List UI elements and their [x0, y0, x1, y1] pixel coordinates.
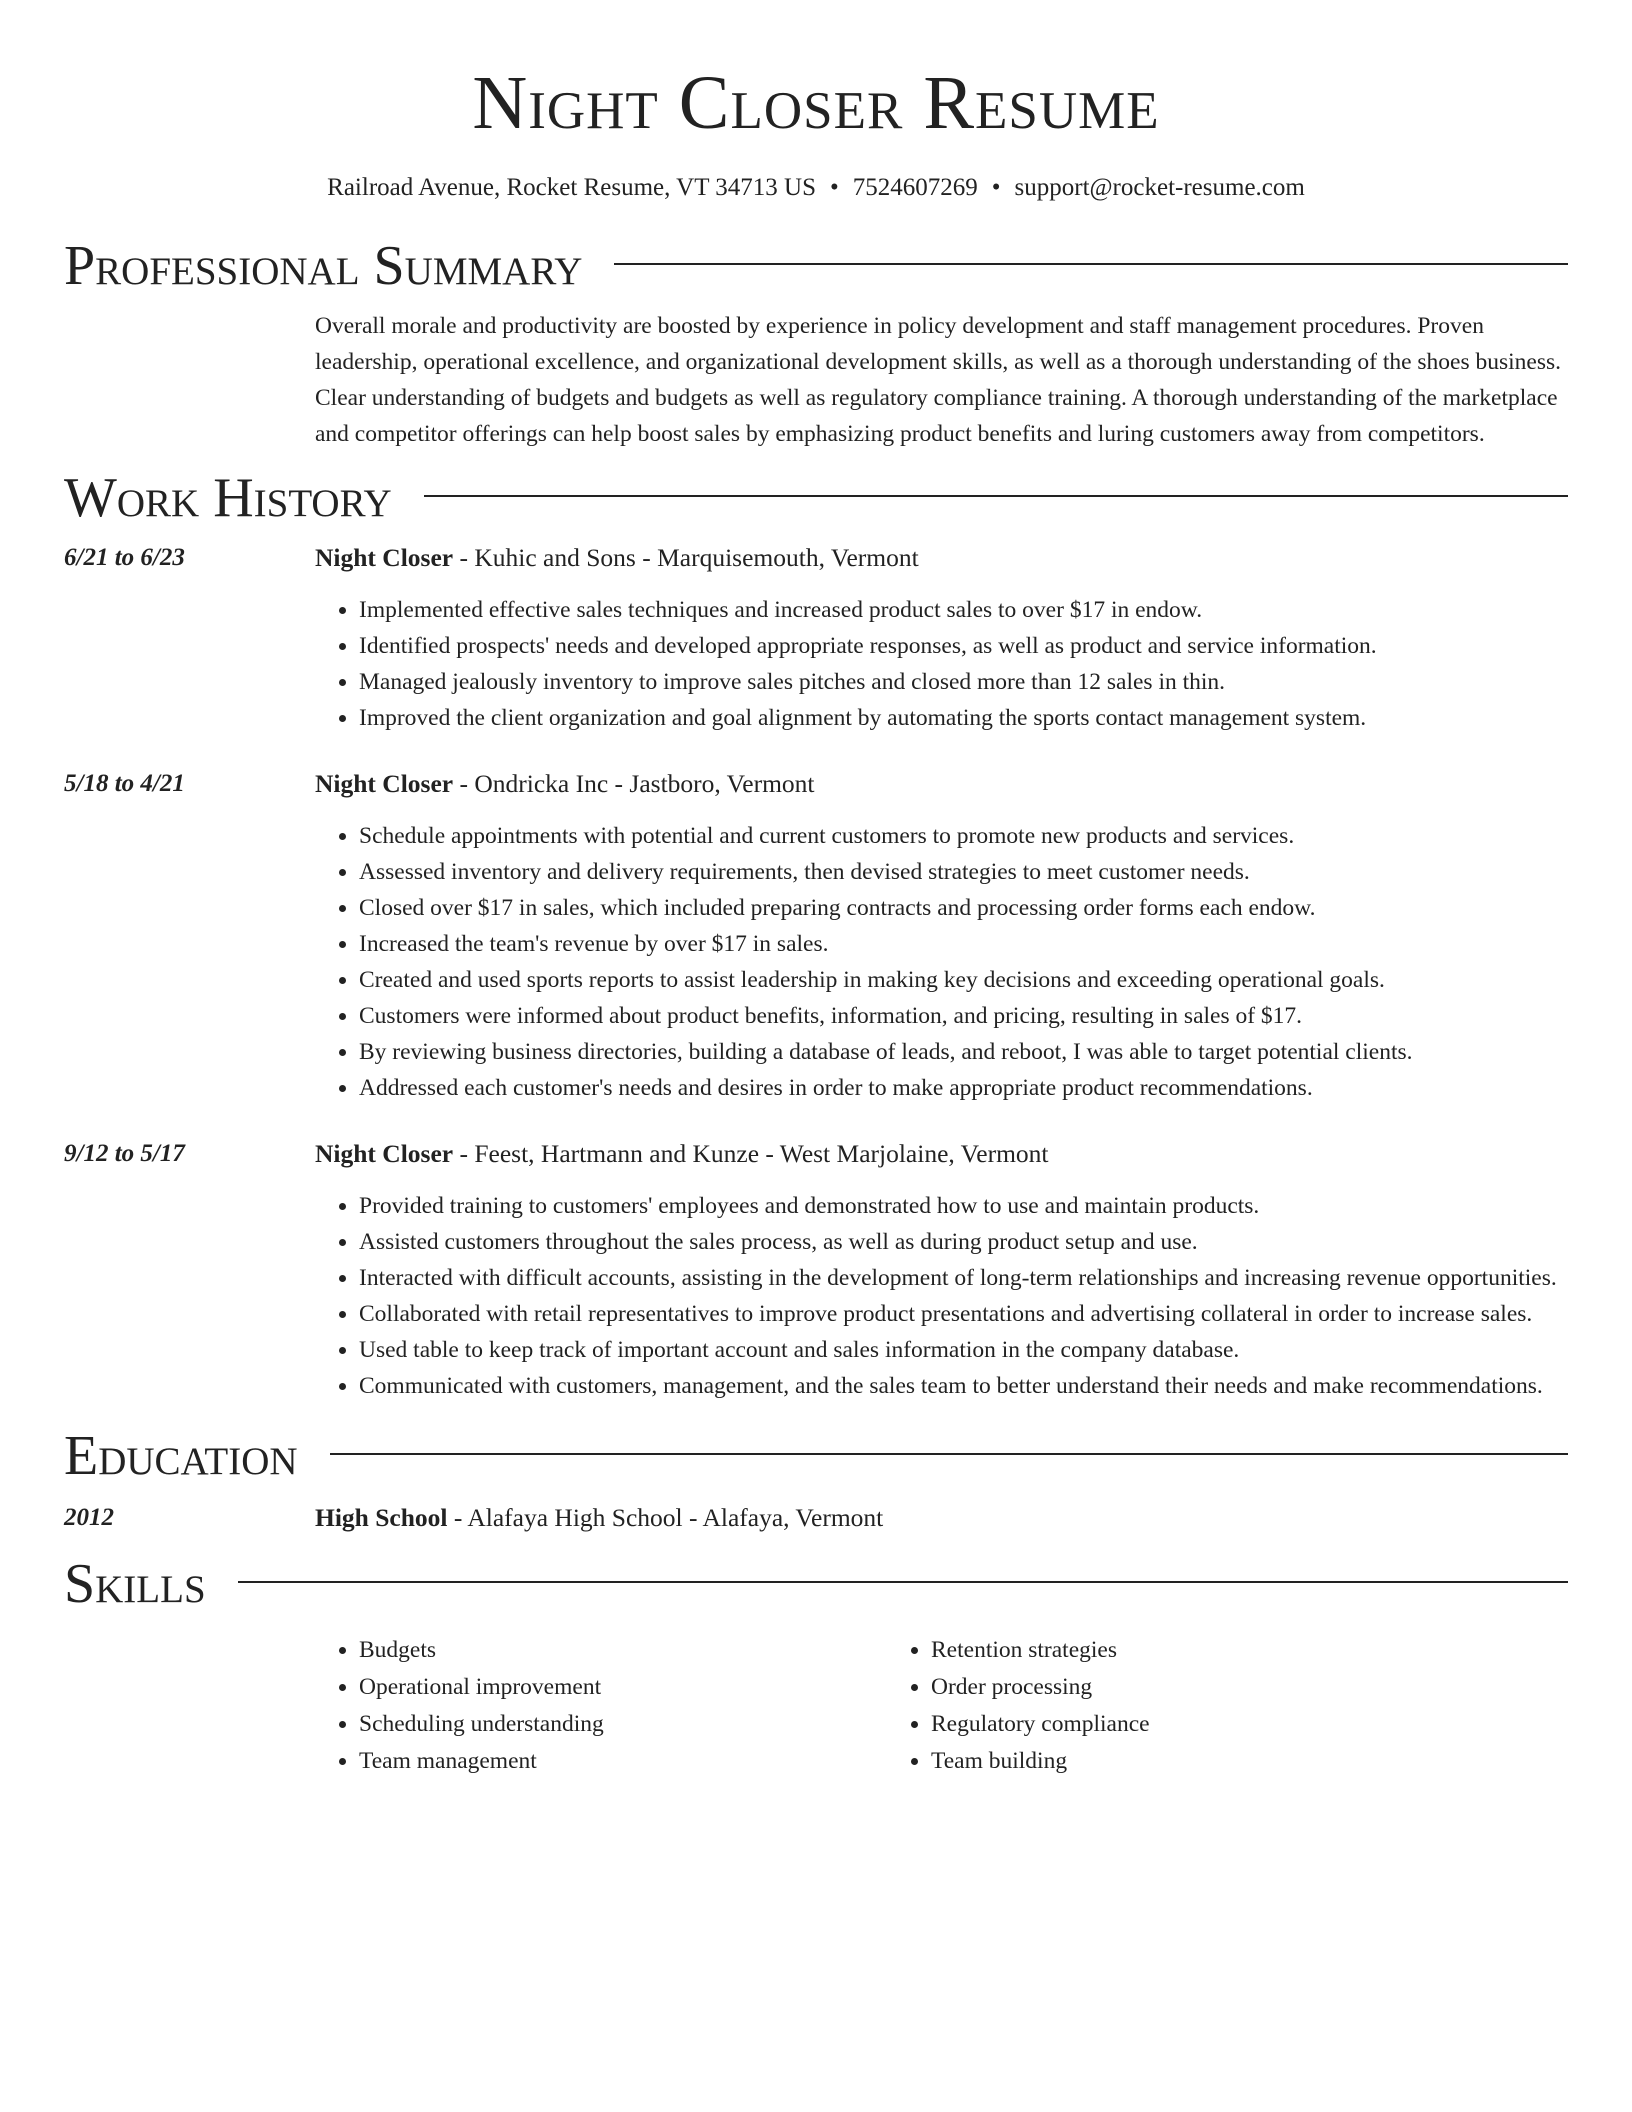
job-bullets	[315, 818, 1568, 1106]
job-entry	[64, 1136, 1568, 1404]
job-bullet: • Provided training to customers' employees and demonstrated how to use and maintain products.	[359, 1188, 1568, 1224]
resume-name: Night Closer Resume	[472, 61, 1160, 145]
education-title-line	[315, 1500, 1568, 1536]
work-history-section-heading	[64, 466, 1568, 530]
job-bullet: • Used table to keep track of important account and sales information in the company database.	[359, 1332, 1568, 1368]
skills-column-right	[887, 1632, 1459, 1780]
section-divider	[614, 263, 1568, 265]
job-bullet: • Interacted with difficult accounts, assisting in the development of long-term relationships and increasing revenue opportunities.	[359, 1260, 1568, 1296]
work-history-heading: Work History	[64, 467, 392, 529]
job-details	[315, 766, 1568, 1106]
skill-item: • Regulatory compliance	[931, 1706, 1459, 1743]
job-dates: 9/12 to 5/17	[64, 1140, 185, 1167]
education-degree: High School	[315, 1503, 448, 1532]
job-details	[315, 540, 1568, 736]
job-title-line	[315, 1136, 1568, 1172]
job-title-line	[315, 766, 1568, 802]
skill-item: • Operational improvement	[359, 1669, 887, 1706]
job-title: Night Closer	[315, 543, 454, 572]
summary-heading: Professional Summary	[64, 235, 583, 297]
job-bullet: • Assisted customers throughout the sales process, as well as during product setup and use.	[359, 1224, 1568, 1260]
education-details	[315, 1500, 1568, 1536]
job-employer: - Ondricka Inc - Jastboro, Vermont	[453, 769, 815, 798]
job-bullet: • Implemented effective sales techniques and increased product sales to over $17 in endow.	[359, 592, 1568, 628]
education-school: - Alafaya High School - Alafaya, Vermont	[447, 1503, 884, 1532]
job-title: Night Closer	[315, 769, 454, 798]
skill-item: • Team management	[359, 1743, 887, 1780]
skills-column-left	[315, 1632, 887, 1780]
skills-heading: Skills	[64, 1553, 206, 1615]
job-bullet: • Customers were informed about product benefits, information, and pricing, resulting in sales of $17.	[359, 998, 1568, 1034]
contact-line	[64, 172, 1568, 204]
job-bullet: • Addressed each customer's needs and desires in order to make appropriate product recommendations.	[359, 1070, 1568, 1106]
job-dates: 6/21 to 6/23	[64, 544, 185, 571]
job-title: Night Closer	[315, 1139, 454, 1168]
skill-item: • Order processing	[931, 1669, 1459, 1706]
job-bullet: • Managed jealously inventory to improve sales pitches and closed more than 12 sales in thin.	[359, 664, 1568, 700]
job-entry	[64, 540, 1568, 736]
skills-section-heading	[64, 1552, 1568, 1616]
job-bullet: • Collaborated with retail representatives to improve product presentations and advertising collateral in order to increase sales.	[359, 1296, 1568, 1332]
job-employer: - Kuhic and Sons - Marquisemouth, Vermont	[453, 543, 919, 572]
job-bullet: • Communicated with customers, management, and the sales team to better understand their needs and make recommendations.	[359, 1368, 1568, 1404]
section-divider	[238, 1581, 1568, 1583]
job-details	[315, 1136, 1568, 1404]
contact-email: support@rocket-resume.com	[1014, 174, 1305, 201]
skills-list	[315, 1632, 1568, 1780]
section-divider	[424, 495, 1568, 497]
job-bullet: • Created and used sports reports to assist leadership in making key decisions and exceeding operational goals.	[359, 962, 1568, 998]
contact-phone: 7524607269	[852, 174, 978, 201]
education-heading: Education	[64, 1425, 298, 1487]
summary-text: Overall morale and productivity are boosted by experience in policy development and staff management procedures. Proven leadership, operational excellence, and organizational development skills, as well as a thorough understanding of the shoes business. Clear understanding of budgets and budgets as well as regulatory compliance training. A thorough understanding of the marketplace and competitor offerings can help boost sales by emphasizing product benefits and luring customers away from competitors.	[315, 313, 1562, 447]
skill-item: • Budgets	[359, 1632, 887, 1669]
skill-item: • Scheduling understanding	[359, 1706, 887, 1743]
resume-header	[64, 0, 1568, 204]
skill-item: • Team building	[931, 1743, 1459, 1780]
section-divider	[330, 1453, 1568, 1455]
job-bullet: • Increased the team's revenue by over $17 in sales.	[359, 926, 1568, 962]
job-bullets	[315, 592, 1568, 736]
job-dates: 5/18 to 4/21	[64, 770, 185, 797]
contact-separator: •	[991, 174, 1001, 201]
education-section-heading	[64, 1424, 1568, 1488]
job-bullet: • Assessed inventory and delivery requirements, then devised strategies to meet customer needs.	[359, 854, 1568, 890]
contact-separator: •	[830, 174, 839, 201]
job-bullet: • Improved the client organization and goal alignment by automating the sports contact management system.	[359, 700, 1568, 736]
contact-address: Railroad Avenue, Rocket Resume, VT 34713 US	[327, 174, 816, 201]
skill-item: • Retention strategies	[931, 1632, 1459, 1669]
job-employer: - Feest, Hartmann and Kunze - West Marjolaine, Vermont	[453, 1139, 1049, 1168]
education-entry	[64, 1500, 1568, 1536]
education-year: 2012	[64, 1504, 114, 1531]
job-bullet: • By reviewing business directories, building a database of leads, and reboot, I was able to target potential clients.	[359, 1034, 1568, 1070]
job-bullet: • Identified prospects' needs and developed appropriate responses, as well as product and service information.	[359, 628, 1568, 664]
job-bullets	[315, 1188, 1568, 1404]
job-entry	[64, 766, 1568, 1106]
summary-section-heading	[64, 234, 1568, 298]
job-title-line	[315, 540, 1568, 576]
job-bullet: • Closed over $17 in sales, which included preparing contracts and processing order forms each endow.	[359, 890, 1568, 926]
job-bullet: • Schedule appointments with potential and current customers to promote new products and services.	[359, 818, 1568, 854]
